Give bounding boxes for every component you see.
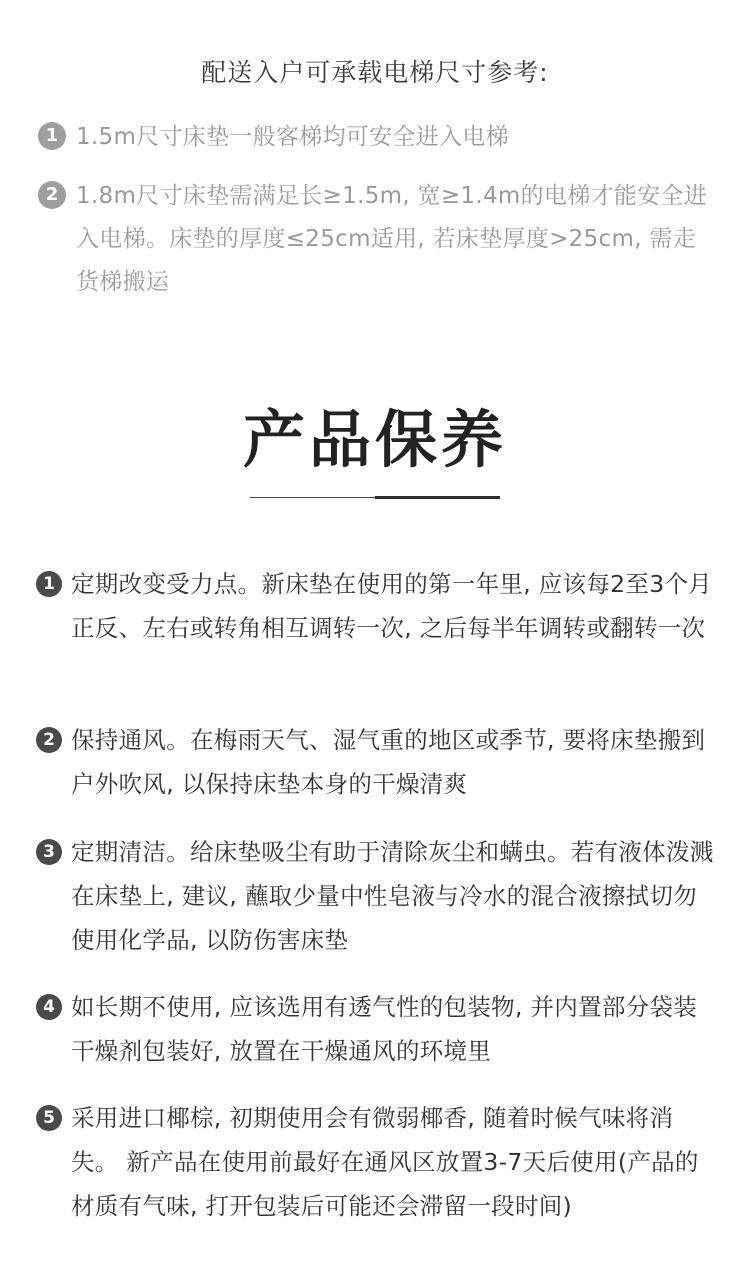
number-badge-icon: 5 bbox=[36, 1105, 62, 1131]
care-tip-text: 保持通风。在梅雨天气、湿气重的地区或季节, 要将床垫搬到户外吹风, 以保持床垫本身的干燥清爽 bbox=[71, 726, 706, 798]
number-badge-icon: 4 bbox=[36, 994, 62, 1020]
number-badge-icon: 1 bbox=[36, 571, 62, 597]
care-tip-text: 定期清洁。给床垫吸尘有助于清除灰尘和螨虫。若有液体泼溅在床垫上, 建议, 蘸取少量中性皂液与冷水的混合液擦拭切勿使用化学品, 以防伤害床垫 bbox=[71, 838, 714, 954]
number-badge-icon: 2 bbox=[36, 727, 62, 753]
elevator-note-item bbox=[38, 116, 718, 159]
care-tip-text: 采用进口椰棕, 初期使用会有微弱椰香, 随着时候气味将消失。 新产品在使用前最好在通风区放置3-7天后使用(产品的材质有气味, 打开包装后可能还会滞留一段时间) bbox=[71, 1104, 699, 1220]
care-section-heading: 产品保养 bbox=[242, 403, 507, 476]
elevator-note-text: 1.5m尺寸床垫一般客梯均可安全进入电梯 bbox=[76, 124, 509, 150]
elevator-note-item bbox=[38, 175, 718, 304]
elevator-section-title: 配送入户可承载电梯尺寸参考: bbox=[201, 58, 549, 87]
underline-thick-segment bbox=[375, 496, 500, 499]
underline-thin-segment bbox=[250, 497, 375, 498]
number-badge-icon: 3 bbox=[36, 839, 62, 865]
care-tip-text: 定期改变受力点。新床垫在使用的第一年里, 应该每2至3个月正反、左右或转角相互调转一次, 之后每半年调转或翻转一次 bbox=[71, 570, 713, 642]
care-tip-item bbox=[36, 985, 716, 1073]
care-tip-item bbox=[36, 830, 716, 962]
number-badge-icon: 1 bbox=[38, 122, 66, 150]
care-tip-item bbox=[36, 718, 716, 806]
care-tip-item bbox=[36, 562, 716, 650]
care-tip-item bbox=[36, 1096, 716, 1228]
elevator-note-text: 1.8m尺寸床垫需满足长≥1.5m, 宽≥1.4m的电梯才能安全进入电梯。床垫的厚度≤25cm适用, 若床垫厚度>25cm, 需走货梯搬运 bbox=[76, 183, 708, 295]
care-tip-text: 如长期不使用, 应该选用有透气性的包装物, 并内置部分袋装干燥剂包装好, 放置在干燥通风的环境里 bbox=[71, 993, 698, 1065]
number-badge-icon: 2 bbox=[38, 181, 66, 209]
